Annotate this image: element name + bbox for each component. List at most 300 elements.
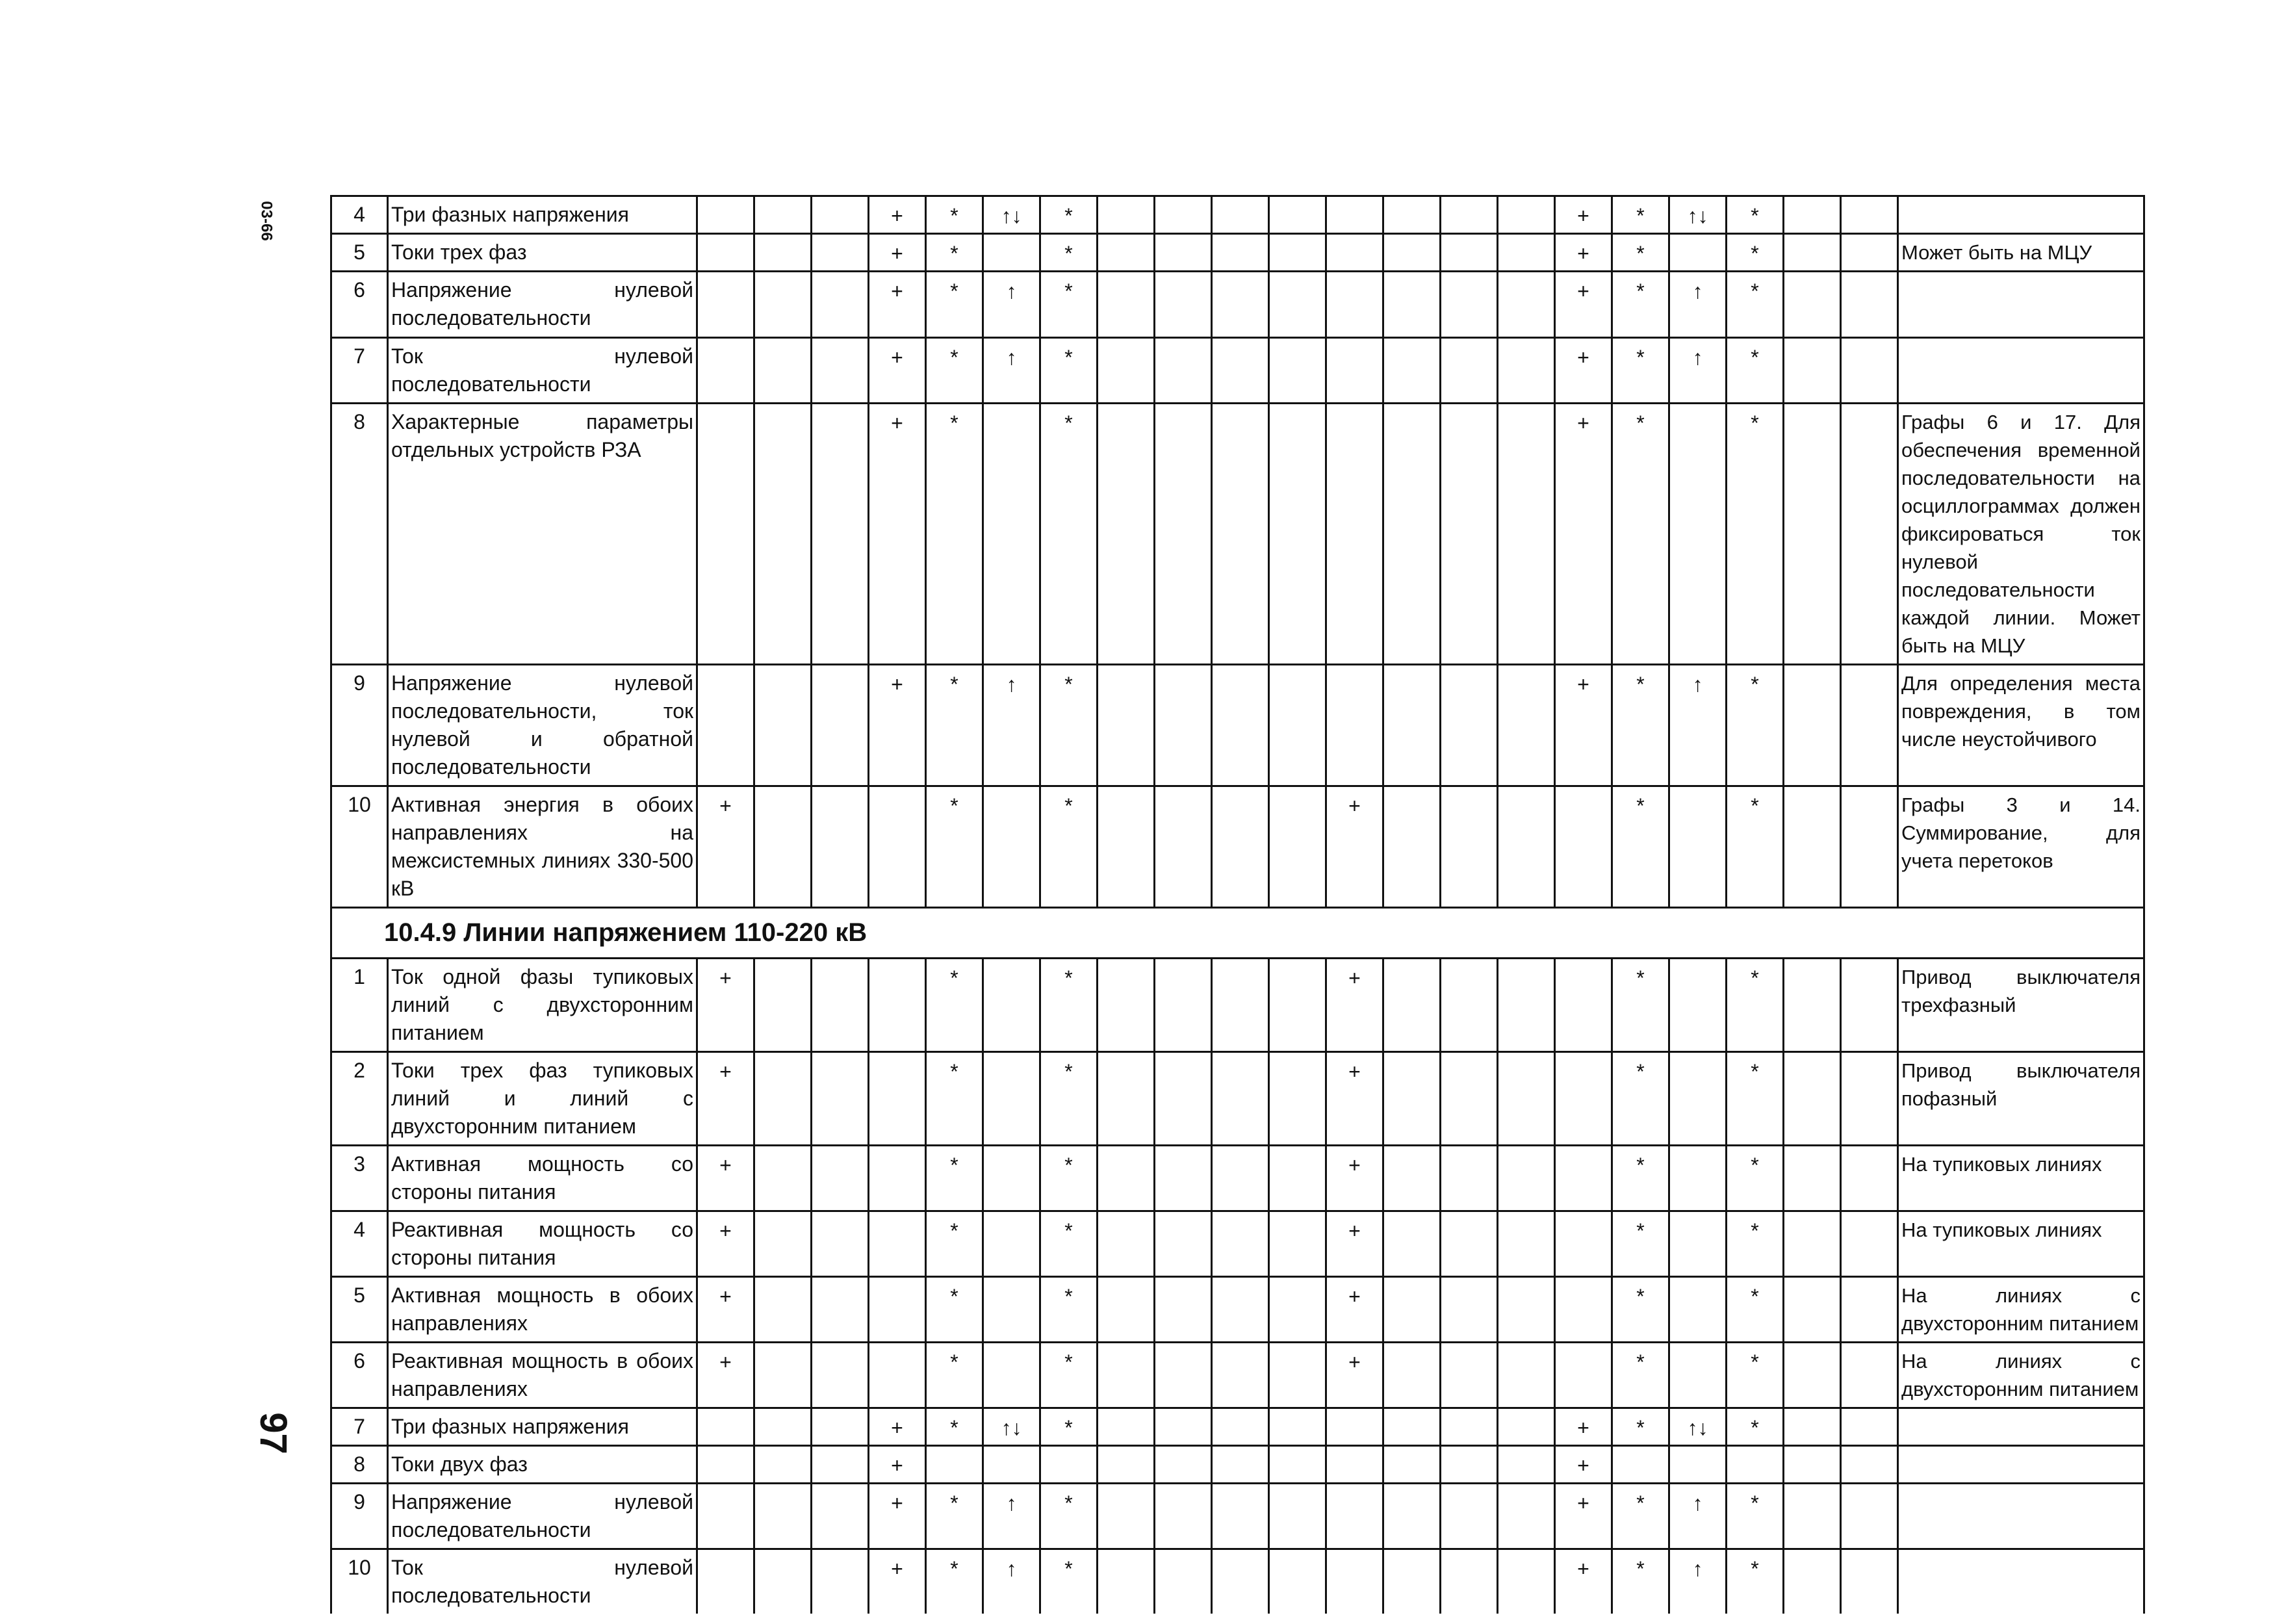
mark-cell: [1098, 1146, 1155, 1211]
note-cell: На тупиковых линиях: [1898, 1211, 2144, 1277]
mark-cell: [1498, 272, 1555, 338]
parameter-name: Напряжение нулевой последовательности, ток нулевой и обратной последовательности: [388, 665, 697, 786]
mark-cell: [1383, 338, 1441, 404]
mark-cell: [1784, 404, 1841, 665]
mark-cell: [1326, 338, 1383, 404]
mark-cell: [1212, 1446, 1269, 1484]
mark-cell: [1269, 272, 1326, 338]
mark-cell: [1784, 1052, 1841, 1146]
mark-cell: [1841, 959, 1898, 1052]
row-number: 10: [331, 1549, 388, 1614]
mark-cell: +: [1555, 338, 1612, 404]
mark-cell: +: [1555, 404, 1612, 665]
mark-cell: +: [697, 1146, 754, 1211]
mark-cell: [1841, 1343, 1898, 1408]
mark-cell: [1784, 959, 1841, 1052]
mark-cell: [1841, 1146, 1898, 1211]
section-title: 10.4.9 Линии напряжением 110-220 кВ: [331, 908, 2144, 959]
mark-cell: [1212, 196, 1269, 234]
mark-cell: +: [869, 234, 926, 272]
mark-cell: [983, 234, 1040, 272]
table-body-lower: [331, 959, 2144, 1614]
mark-cell: [697, 665, 754, 786]
mark-cell: [1441, 1211, 1498, 1277]
note-cell: [1898, 196, 2144, 234]
mark-cell: [1098, 959, 1155, 1052]
mark-cell: +: [869, 1549, 926, 1614]
mark-cell: [1612, 1446, 1669, 1484]
mark-cell: [1269, 1408, 1326, 1446]
mark-cell: [1669, 1343, 1727, 1408]
mark-cell: [812, 1408, 869, 1446]
mark-cell: [1498, 196, 1555, 234]
mark-cell: +: [869, 1484, 926, 1549]
mark-cell: *: [926, 1052, 983, 1146]
mark-cell: [1098, 234, 1155, 272]
mark-cell: ↑: [1669, 1549, 1727, 1614]
row-number: 2: [331, 1052, 388, 1146]
mark-cell: ↑: [983, 338, 1040, 404]
mark-cell: [754, 1549, 812, 1614]
document-code: [247, 195, 286, 247]
mark-cell: [754, 1211, 812, 1277]
mark-cell: [1841, 272, 1898, 338]
mark-cell: *: [926, 196, 983, 234]
mark-cell: [1441, 404, 1498, 665]
mark-cell: [1555, 959, 1612, 1052]
mark-cell: +: [1555, 1484, 1612, 1549]
mark-cell: +: [869, 1408, 926, 1446]
mark-cell: [812, 404, 869, 665]
mark-cell: [1155, 959, 1212, 1052]
mark-cell: [1555, 1211, 1612, 1277]
page-number-text: 97: [251, 1411, 294, 1454]
mark-cell: [1441, 959, 1498, 1052]
mark-cell: [1841, 338, 1898, 404]
mark-cell: [1784, 1146, 1841, 1211]
mark-cell: [1269, 338, 1326, 404]
table-row: [331, 786, 2144, 908]
parameter-name: Ток нулевой последовательности: [388, 1549, 697, 1614]
mark-cell: +: [697, 959, 754, 1052]
mark-cell: [1498, 234, 1555, 272]
mark-cell: *: [926, 1211, 983, 1277]
mark-cell: [1326, 272, 1383, 338]
table-row: [331, 1484, 2144, 1549]
row-number: 10: [331, 786, 388, 908]
mark-cell: [1498, 1446, 1555, 1484]
mark-cell: [812, 1549, 869, 1614]
mark-cell: [1098, 1549, 1155, 1614]
mark-cell: [1498, 1052, 1555, 1146]
row-number: 1: [331, 959, 388, 1052]
mark-cell: [754, 1277, 812, 1343]
note-cell: [1898, 1446, 2144, 1484]
mark-cell: [1383, 1277, 1441, 1343]
mark-cell: [1212, 786, 1269, 908]
mark-cell: [1383, 786, 1441, 908]
mark-cell: [1155, 404, 1212, 665]
mark-cell: [754, 665, 812, 786]
mark-cell: *: [1727, 1484, 1784, 1549]
mark-cell: [1098, 1277, 1155, 1343]
mark-cell: [1326, 1446, 1383, 1484]
mark-cell: [1212, 1052, 1269, 1146]
mark-cell: *: [1727, 1146, 1784, 1211]
mark-cell: +: [869, 665, 926, 786]
mark-cell: [812, 665, 869, 786]
mark-cell: [812, 1146, 869, 1211]
mark-cell: [1669, 1052, 1727, 1146]
mark-cell: [1098, 1211, 1155, 1277]
mark-cell: +: [869, 1446, 926, 1484]
mark-cell: *: [926, 234, 983, 272]
requirements-table: [330, 195, 2145, 1614]
mark-cell: [1155, 786, 1212, 908]
mark-cell: +: [869, 196, 926, 234]
mark-cell: [1784, 196, 1841, 234]
mark-cell: *: [926, 1484, 983, 1549]
mark-cell: *: [926, 1549, 983, 1614]
mark-cell: *: [926, 272, 983, 338]
table-row: [331, 665, 2144, 786]
note-cell: Привод выключателя трехфазный: [1898, 959, 2144, 1052]
mark-cell: [1498, 1146, 1555, 1211]
mark-cell: *: [1612, 1408, 1669, 1446]
mark-cell: [1784, 1446, 1841, 1484]
mark-cell: [1098, 338, 1155, 404]
row-number: 9: [331, 665, 388, 786]
mark-cell: ↑: [983, 665, 1040, 786]
parameter-name: Активная энергия в обоих направлениях на межсистемных линиях 330-500 кВ: [388, 786, 697, 908]
mark-cell: [983, 1343, 1040, 1408]
row-number: 5: [331, 234, 388, 272]
mark-cell: [1784, 786, 1841, 908]
mark-cell: [1498, 404, 1555, 665]
mark-cell: [983, 404, 1040, 665]
mark-cell: *: [1612, 196, 1669, 234]
mark-cell: *: [926, 786, 983, 908]
mark-cell: *: [926, 404, 983, 665]
mark-cell: [1098, 786, 1155, 908]
mark-cell: *: [1040, 1052, 1098, 1146]
mark-cell: [1155, 1211, 1212, 1277]
mark-cell: [1498, 1277, 1555, 1343]
mark-cell: [1498, 1408, 1555, 1446]
mark-cell: [983, 1446, 1040, 1484]
mark-cell: [1498, 665, 1555, 786]
parameter-name: Реактивная мощность в обоих направлениях: [388, 1343, 697, 1408]
mark-cell: [1498, 338, 1555, 404]
mark-cell: *: [1040, 1146, 1098, 1211]
mark-cell: [869, 959, 926, 1052]
mark-cell: *: [1612, 1484, 1669, 1549]
mark-cell: *: [926, 1343, 983, 1408]
mark-cell: [812, 786, 869, 908]
mark-cell: [812, 234, 869, 272]
mark-cell: [812, 338, 869, 404]
mark-cell: [926, 1446, 983, 1484]
mark-cell: *: [1040, 272, 1098, 338]
mark-cell: [1555, 1146, 1612, 1211]
mark-cell: [1212, 1484, 1269, 1549]
mark-cell: [1441, 196, 1498, 234]
mark-cell: [754, 272, 812, 338]
mark-cell: [1841, 786, 1898, 908]
mark-cell: *: [1727, 1343, 1784, 1408]
mark-cell: [1441, 1484, 1498, 1549]
mark-cell: *: [1040, 338, 1098, 404]
mark-cell: [1555, 1343, 1612, 1408]
mark-cell: ↑: [983, 1549, 1040, 1614]
mark-cell: [1212, 272, 1269, 338]
mark-cell: [983, 959, 1040, 1052]
mark-cell: [1269, 1484, 1326, 1549]
mark-cell: [812, 196, 869, 234]
mark-cell: [983, 1211, 1040, 1277]
mark-cell: [983, 1277, 1040, 1343]
mark-cell: [1212, 665, 1269, 786]
mark-cell: *: [1727, 1549, 1784, 1614]
mark-cell: +: [1555, 1446, 1612, 1484]
mark-cell: *: [1727, 1277, 1784, 1343]
parameter-name: Характерные параметры отдельных устройств РЗА: [388, 404, 697, 665]
mark-cell: [754, 786, 812, 908]
row-number: 9: [331, 1484, 388, 1549]
mark-cell: [1098, 404, 1155, 665]
mark-cell: [1269, 1549, 1326, 1614]
mark-cell: [1155, 1277, 1212, 1343]
mark-cell: +: [1555, 665, 1612, 786]
mark-cell: [1383, 1343, 1441, 1408]
mark-cell: [1841, 1446, 1898, 1484]
mark-cell: *: [1040, 234, 1098, 272]
table-row: [331, 1211, 2144, 1277]
mark-cell: +: [1326, 1343, 1383, 1408]
mark-cell: +: [1326, 1146, 1383, 1211]
mark-cell: *: [1612, 1343, 1669, 1408]
mark-cell: [1155, 1549, 1212, 1614]
mark-cell: [754, 1446, 812, 1484]
mark-cell: *: [926, 1146, 983, 1211]
mark-cell: [1441, 1343, 1498, 1408]
mark-cell: [1212, 1277, 1269, 1343]
mark-cell: ↑↓: [983, 1408, 1040, 1446]
mark-cell: *: [926, 338, 983, 404]
mark-cell: *: [1727, 1408, 1784, 1446]
mark-cell: +: [1326, 1277, 1383, 1343]
mark-cell: [1040, 1446, 1098, 1484]
mark-cell: [754, 338, 812, 404]
mark-cell: [1555, 786, 1612, 908]
note-cell: На линиях с двухсторонним питанием: [1898, 1343, 2144, 1408]
mark-cell: [1212, 404, 1269, 665]
mark-cell: [754, 1343, 812, 1408]
mark-cell: [812, 1052, 869, 1146]
mark-cell: [1155, 1446, 1212, 1484]
note-cell: [1898, 1408, 2144, 1446]
note-cell: [1898, 1484, 2144, 1549]
mark-cell: [1269, 1211, 1326, 1277]
row-number: 4: [331, 196, 388, 234]
mark-cell: [1155, 1408, 1212, 1446]
mark-cell: *: [1727, 338, 1784, 404]
mark-cell: [1841, 196, 1898, 234]
mark-cell: [1555, 1052, 1612, 1146]
mark-cell: [1155, 196, 1212, 234]
mark-cell: +: [869, 404, 926, 665]
mark-cell: [1669, 959, 1727, 1052]
parameter-name: Ток одной фазы тупиковых линий с двухсторонним питанием: [388, 959, 697, 1052]
mark-cell: [1669, 1211, 1727, 1277]
mark-cell: [1212, 1146, 1269, 1211]
mark-cell: [754, 404, 812, 665]
mark-cell: [1669, 1146, 1727, 1211]
note-cell: На тупиковых линиях: [1898, 1146, 2144, 1211]
mark-cell: [1269, 1277, 1326, 1343]
mark-cell: [1669, 234, 1727, 272]
mark-cell: [754, 1052, 812, 1146]
mark-cell: [812, 1211, 869, 1277]
mark-cell: [1498, 1549, 1555, 1614]
mark-cell: [1155, 272, 1212, 338]
mark-cell: [1441, 1408, 1498, 1446]
mark-cell: +: [1555, 1408, 1612, 1446]
mark-cell: *: [1727, 404, 1784, 665]
note-cell: [1898, 272, 2144, 338]
parameter-name: Токи трех фаз: [388, 234, 697, 272]
mark-cell: [1383, 272, 1441, 338]
row-number: 8: [331, 404, 388, 665]
mark-cell: +: [869, 338, 926, 404]
mark-cell: *: [1727, 234, 1784, 272]
mark-cell: [1269, 404, 1326, 665]
mark-cell: [1383, 1484, 1441, 1549]
mark-cell: +: [697, 1277, 754, 1343]
table-row: [331, 959, 2144, 1052]
row-number: 5: [331, 1277, 388, 1343]
mark-cell: [1326, 1549, 1383, 1614]
parameter-name: Реактивная мощность со стороны питания: [388, 1211, 697, 1277]
mark-cell: [1669, 1446, 1727, 1484]
row-number: 6: [331, 272, 388, 338]
mark-cell: +: [1555, 234, 1612, 272]
mark-cell: [1441, 272, 1498, 338]
mark-cell: [1784, 338, 1841, 404]
mark-cell: *: [1040, 1211, 1098, 1277]
table-row: [331, 234, 2144, 272]
table-row: [331, 404, 2144, 665]
mark-cell: [1784, 1277, 1841, 1343]
mark-cell: *: [1612, 272, 1669, 338]
table-row: [331, 196, 2144, 234]
mark-cell: [1269, 234, 1326, 272]
note-cell: На линиях с двухсторонним питанием: [1898, 1277, 2144, 1343]
mark-cell: [812, 1277, 869, 1343]
mark-cell: [1269, 665, 1326, 786]
mark-cell: [1383, 234, 1441, 272]
mark-cell: [1326, 196, 1383, 234]
mark-cell: [1498, 959, 1555, 1052]
row-number: 7: [331, 1408, 388, 1446]
mark-cell: *: [1727, 196, 1784, 234]
mark-cell: [1326, 665, 1383, 786]
mark-cell: [1555, 1277, 1612, 1343]
mark-cell: [1326, 234, 1383, 272]
mark-cell: [812, 1343, 869, 1408]
mark-cell: [1441, 338, 1498, 404]
mark-cell: [1098, 665, 1155, 786]
row-number: 8: [331, 1446, 388, 1484]
mark-cell: *: [926, 665, 983, 786]
mark-cell: [1441, 665, 1498, 786]
mark-cell: [1383, 665, 1441, 786]
mark-cell: +: [1326, 1052, 1383, 1146]
mark-cell: [1669, 786, 1727, 908]
mark-cell: *: [1040, 665, 1098, 786]
mark-cell: [1498, 786, 1555, 908]
mark-cell: +: [697, 786, 754, 908]
mark-cell: [812, 1446, 869, 1484]
mark-cell: [1155, 1052, 1212, 1146]
mark-cell: *: [1727, 272, 1784, 338]
mark-cell: *: [1727, 786, 1784, 908]
mark-cell: [812, 1484, 869, 1549]
parameter-name: Напряжение нулевой последовательности: [388, 272, 697, 338]
mark-cell: *: [1727, 959, 1784, 1052]
parameter-name: Активная мощность со стороны питания: [388, 1146, 697, 1211]
row-number: 4: [331, 1211, 388, 1277]
mark-cell: [754, 1408, 812, 1446]
mark-cell: [1669, 404, 1727, 665]
document-code-text: 03-66: [258, 201, 276, 241]
mark-cell: [697, 1408, 754, 1446]
mark-cell: *: [1040, 196, 1098, 234]
mark-cell: [1441, 1146, 1498, 1211]
table-row: [331, 1146, 2144, 1211]
mark-cell: [869, 786, 926, 908]
mark-cell: [1841, 1052, 1898, 1146]
mark-cell: [1269, 1446, 1326, 1484]
mark-cell: *: [1040, 1277, 1098, 1343]
row-number: 6: [331, 1343, 388, 1408]
page-number: [247, 1397, 299, 1469]
mark-cell: [1383, 1408, 1441, 1446]
parameter-name: Активная мощность в обоих направлениях: [388, 1277, 697, 1343]
mark-cell: [1441, 1052, 1498, 1146]
mark-cell: ↑: [1669, 1484, 1727, 1549]
mark-cell: +: [1555, 1549, 1612, 1614]
mark-cell: *: [1612, 338, 1669, 404]
mark-cell: ↑: [1669, 338, 1727, 404]
parameter-name: Ток нулевой последовательности: [388, 338, 697, 404]
mark-cell: *: [926, 1408, 983, 1446]
mark-cell: *: [1727, 1211, 1784, 1277]
table-row: [331, 272, 2144, 338]
mark-cell: [1383, 404, 1441, 665]
mark-cell: [1155, 665, 1212, 786]
mark-cell: [1269, 1052, 1326, 1146]
note-cell: Для определения места повреждения, в том числе неустойчивого: [1898, 665, 2144, 786]
mark-cell: [1326, 404, 1383, 665]
mark-cell: [1841, 1549, 1898, 1614]
parameter-name: Токи двух фаз: [388, 1446, 697, 1484]
mark-cell: [1098, 1343, 1155, 1408]
mark-cell: [697, 1484, 754, 1549]
mark-cell: [1269, 959, 1326, 1052]
mark-cell: [869, 1146, 926, 1211]
mark-cell: [983, 1052, 1040, 1146]
